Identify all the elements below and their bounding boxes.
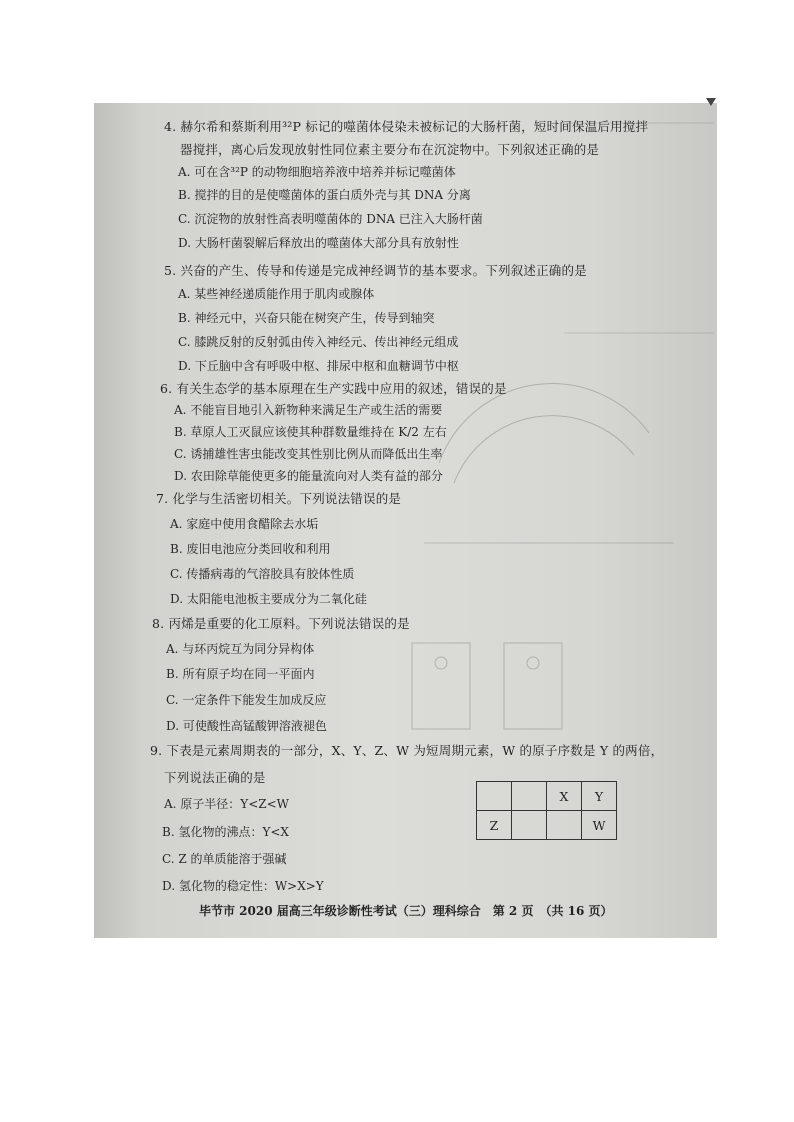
question-9-option-c: C. Z 的单质能溶于强碱 [162,852,287,866]
question-5-option-d: D. 下丘脑中含有呼吸中枢、排尿中枢和血糖调节中枢 [178,359,459,373]
question-8-option-a: A. 与环丙烷互为同分异构体 [166,642,315,656]
periodic-table-cell [512,782,547,811]
periodic-table-row [477,811,617,840]
question-7-option-a: A. 家庭中使用食醋除去水垢 [170,517,319,531]
question-4-option-a: A. 可在含³²P 的动物细胞培养液中培养并标记噬菌体 [178,165,456,179]
question-7-option-c: C. 传播病毒的气溶胶具有胶体性质 [170,567,355,581]
periodic-table-cell [512,811,547,840]
question-8-option-d: D. 可使酸性高锰酸钾溶液褪色 [166,719,327,733]
question-5-option-b: B. 神经元中，兴奋只能在树突产生，传导到轴突 [178,311,435,325]
question-6-stem: 6. 有关生态学的基本原理在生产实践中应用的叙述，错误的是 [160,381,507,396]
periodic-table-cell: X [547,782,582,811]
question-6-option-d: D. 农田除草能使更多的能量流向对人类有益的部分 [174,469,443,483]
question-6-option-a: A. 不能盲目地引入新物种来满足生产或生活的需要 [174,403,443,417]
periodic-table-cell: Z [477,811,512,840]
periodic-table-cell: Y [582,782,617,811]
periodic-table-cell [477,782,512,811]
periodic-table-cell: W [582,811,617,840]
question-7-option-b: B. 废旧电池应分类回收和利用 [170,542,331,556]
question-7-stem: 7. 化学与生活密切相关。下列说法错误的是 [156,491,402,506]
scroll-down-arrow-icon [706,98,716,106]
periodic-table-cell [547,811,582,840]
question-9-stem-line-1: 9. 下表是元素周期表的一部分，X、Y、Z、W 为短周期元素，W 的原子序数是 Y 的两倍， [150,743,664,758]
question-9-option-b: B. 氢化物的沸点：Y<X [162,825,289,839]
periodic-table-fragment [476,781,617,840]
periodic-table-row [477,782,617,811]
question-6-option-b: B. 草原人工灭鼠应该使其种群数量维持在 K/2 左右 [174,425,447,439]
question-5-stem: 5. 兴奋的产生、传导和传递是完成神经调节的基本要求。下列叙述正确的是 [164,263,587,278]
question-9-option-a: A. 原子半径：Y<Z<W [164,797,289,811]
question-5-option-a: A. 某些神经递质能作用于肌肉或腺体 [178,287,375,301]
scanned-exam-page [94,103,717,938]
question-4-option-c: C. 沉淀物的放射性高表明噬菌体的 DNA 已注入大肠杆菌 [178,212,483,226]
question-4-option-b: B. 搅拌的目的是使噬菌体的蛋白质外壳与其 DNA 分离 [178,188,471,202]
page-footer: 毕节市 2020 届高三年级诊断性考试（三）理科综合 第 2 页 （共 16 页） [199,904,613,918]
question-4-stem-line-2: 器搅拌，离心后发现放射性同位素主要分布在沉淀物中。下列叙述正确的是 [180,142,600,157]
question-8-option-c: C. 一定条件下能发生加成反应 [166,693,327,707]
question-4-option-d: D. 大肠杆菌裂解后释放出的噬菌体大部分具有放射性 [178,236,459,250]
question-5-option-c: C. 膝跳反射的反射弧由传入神经元、传出神经元组成 [178,335,459,349]
question-8-option-b: B. 所有原子均在同一平面内 [166,667,315,681]
question-8-stem: 8. 丙烯是重要的化工原料。下列说法错误的是 [152,616,410,631]
question-4-stem-line-1: 4. 赫尔希和蔡斯利用³²P 标记的噬菌体侵染未被标记的大肠杆菌，短时间保温后用搅拌 [164,119,649,134]
question-7-option-d: D. 太阳能电池板主要成分为二氧化硅 [170,592,367,606]
question-9-option-d: D. 氢化物的稳定性：W>X>Y [162,879,324,893]
question-9-stem-line-2: 下列说法正确的是 [164,770,266,785]
question-6-option-c: C. 诱捕雄性害虫能改变其性别比例从而降低出生率 [174,447,443,461]
